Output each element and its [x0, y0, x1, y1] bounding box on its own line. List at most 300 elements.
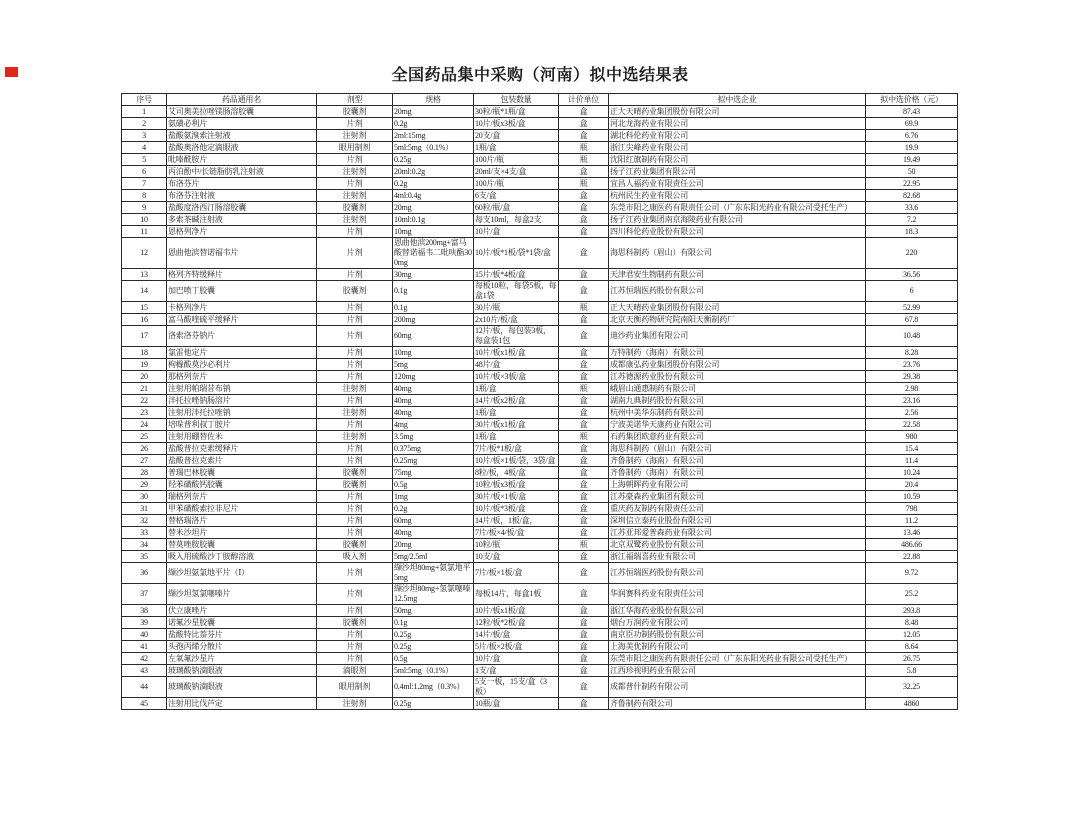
cell-dosage-form: 片剂 [317, 371, 393, 383]
cell-package-qty: 10片/板×3板/盒 [474, 371, 559, 383]
cell-spec: 40mg [393, 407, 474, 419]
cell-company: 峨眉山通惠制药有限公司 [609, 383, 866, 395]
table-row [122, 269, 958, 281]
cell-seq: 7 [122, 178, 167, 190]
cell-pricing-unit: 盒 [559, 371, 609, 383]
cell-price: 5.8 [866, 665, 958, 677]
cell-package-qty: 5片/板×2板/盒 [474, 641, 559, 653]
cell-drug-name: 艾司奥美拉唑镁肠溶胶囊 [167, 106, 317, 118]
cell-dosage-form: 胶囊剂 [317, 617, 393, 629]
cell-price: 29.38 [866, 371, 958, 383]
cell-dosage-form: 片剂 [317, 641, 393, 653]
cell-company: 天津君安生物制药有限公司 [609, 269, 866, 281]
cell-spec: 20mg [393, 202, 474, 214]
cell-package-qty: 15片/板*4板/盒 [474, 269, 559, 281]
cell-spec: 0.2g [393, 118, 474, 130]
cell-package-qty: 1瓶/盒 [474, 431, 559, 443]
cell-pricing-unit: 盒 [559, 527, 609, 539]
cell-price: 36.56 [866, 269, 958, 281]
cell-package-qty: 30片/板x1板/盒 [474, 419, 559, 431]
cell-drug-name: 培哚普利叔丁胺片 [167, 419, 317, 431]
cell-spec: 0.5g [393, 479, 474, 491]
cell-dosage-form: 胶囊剂 [317, 106, 393, 118]
cell-spec: 0.1g [393, 302, 474, 314]
table-row [122, 455, 958, 467]
cell-spec: 缬沙坦80mg+氢氯噻嗪12.5mg [393, 584, 474, 605]
column-header-drug-name: 药品通用名 [167, 94, 317, 106]
cell-drug-name: 富马酸喹硫平缓释片 [167, 314, 317, 326]
cell-company: 齐鲁制药有限公司 [609, 698, 866, 710]
cell-company: 江苏德源药业股份有限公司 [609, 371, 866, 383]
cell-price: 7.2 [866, 214, 958, 226]
cell-price: 87.43 [866, 106, 958, 118]
cell-spec: 4mg [393, 419, 474, 431]
cell-drug-name: 头孢丙烯分散片 [167, 641, 317, 653]
cell-price: 22.88 [866, 551, 958, 563]
cell-package-qty: 14片/板，1板/盒， [474, 515, 559, 527]
cell-pricing-unit: 盒 [559, 395, 609, 407]
table-row [122, 202, 958, 214]
cell-company: 正大天晴药业集团股份有限公司 [609, 302, 866, 314]
cell-dosage-form: 片剂 [317, 178, 393, 190]
cell-drug-name: 替格瑞洛片 [167, 515, 317, 527]
cell-package-qty: 12粒/板*2板/盒 [474, 617, 559, 629]
cell-price: 6.76 [866, 130, 958, 142]
cell-dosage-form: 片剂 [317, 314, 393, 326]
cell-pricing-unit: 盒 [559, 226, 609, 238]
table-row [122, 431, 958, 443]
cell-spec: 0.25g [393, 154, 474, 166]
results-table [121, 93, 958, 710]
cell-spec: 50mg [393, 605, 474, 617]
cell-spec: 4ml:0.4g [393, 190, 474, 202]
cell-pricing-unit: 盒 [559, 443, 609, 455]
cell-package-qty: 每支10ml，每盒2支 [474, 214, 559, 226]
table-row [122, 190, 958, 202]
cell-package-qty: 7片/板×4/板/盒 [474, 527, 559, 539]
cell-spec: 5ml:5mg（0.1%） [393, 142, 474, 154]
cell-pricing-unit: 盒 [559, 551, 609, 563]
cell-package-qty: 1支/盒 [474, 665, 559, 677]
cell-drug-name: 吸入用硫酸沙丁胺醇溶液 [167, 551, 317, 563]
cell-drug-name: 盐酸特比萘芬片 [167, 629, 317, 641]
table-row [122, 281, 958, 302]
cell-price: 11.2 [866, 515, 958, 527]
cell-drug-name: 盐酸氨溴索注射液 [167, 130, 317, 142]
cell-company: 深圳信立泰药业股份有限公司 [609, 515, 866, 527]
cell-seq: 13 [122, 269, 167, 281]
cell-drug-name: 布洛芬片 [167, 178, 317, 190]
cell-pricing-unit: 盒 [559, 605, 609, 617]
cell-seq: 16 [122, 314, 167, 326]
cell-company: 东莞市阳之康医药有限责任公司（广东东阳光药业有限公司受托生产） [609, 202, 866, 214]
table-row [122, 653, 958, 665]
cell-dosage-form: 片剂 [317, 395, 393, 407]
cell-pricing-unit: 瓶 [559, 431, 609, 443]
cell-company: 海思科制药（眉山）有限公司 [609, 443, 866, 455]
cell-pricing-unit: 盒 [559, 347, 609, 359]
cell-spec: 120mg [393, 371, 474, 383]
cell-seq: 37 [122, 584, 167, 605]
cell-dosage-form: 注射剂 [317, 698, 393, 710]
cell-pricing-unit: 盒 [559, 419, 609, 431]
cell-company: 沈阳红旗制药有限公司 [609, 154, 866, 166]
cell-package-qty: 10片/板x1板/盒 [474, 605, 559, 617]
cell-spec: 0.25g [393, 641, 474, 653]
cell-pricing-unit: 盒 [559, 467, 609, 479]
cell-drug-name: 洛索洛芬钠片 [167, 326, 317, 347]
table-row [122, 665, 958, 677]
cell-spec: 10ml:0.1g [393, 214, 474, 226]
cell-dosage-form: 片剂 [317, 515, 393, 527]
cell-dosage-form: 吸入剂 [317, 551, 393, 563]
cell-seq: 27 [122, 455, 167, 467]
cell-drug-name: 吡嗪酰胺片 [167, 154, 317, 166]
cell-package-qty: 10片/板x1板/盒 [474, 347, 559, 359]
cell-pricing-unit: 盒 [559, 214, 609, 226]
red-scan-marker [5, 67, 18, 77]
cell-package-qty: 10片/板*3板/盒 [474, 503, 559, 515]
cell-company: 华润赛科药业有限责任公司 [609, 584, 866, 605]
cell-price: 486.66 [866, 539, 958, 551]
cell-seq: 14 [122, 281, 167, 302]
cell-pricing-unit: 盒 [559, 584, 609, 605]
cell-dosage-form: 胶囊剂 [317, 281, 393, 302]
cell-seq: 12 [122, 238, 167, 269]
cell-drug-name: 盐酸普拉克索片 [167, 455, 317, 467]
cell-spec: 30mg [393, 269, 474, 281]
table-row [122, 178, 958, 190]
cell-pricing-unit: 盒 [559, 617, 609, 629]
cell-dosage-form: 片剂 [317, 563, 393, 584]
cell-spec: 缬沙坦80mg+氨氯地平5mg [393, 563, 474, 584]
cell-price: 50 [866, 166, 958, 178]
cell-drug-name: 布洛芬注射液 [167, 190, 317, 202]
cell-price: 22.58 [866, 419, 958, 431]
cell-dosage-form: 胶囊剂 [317, 467, 393, 479]
cell-dosage-form: 片剂 [317, 527, 393, 539]
cell-seq: 9 [122, 202, 167, 214]
table-row [122, 238, 958, 269]
cell-dosage-form: 注射剂 [317, 214, 393, 226]
cell-pricing-unit: 瓶 [559, 154, 609, 166]
cell-package-qty: 30片/板×1板/盒 [474, 491, 559, 503]
cell-pricing-unit: 盒 [559, 202, 609, 214]
table-row [122, 515, 958, 527]
table-row [122, 118, 958, 130]
cell-drug-name: 羟苯磺酸钙胶囊 [167, 479, 317, 491]
cell-pricing-unit: 盒 [559, 563, 609, 584]
table-row [122, 407, 958, 419]
cell-package-qty: 10片/板*1板/袋*1袋/盒 [474, 238, 559, 269]
cell-seq: 28 [122, 467, 167, 479]
cell-pricing-unit: 瓶 [559, 302, 609, 314]
cell-pricing-unit: 盒 [559, 455, 609, 467]
cell-seq: 34 [122, 539, 167, 551]
cell-price: 52.99 [866, 302, 958, 314]
column-header-price: 拟中选价格（元） [866, 94, 958, 106]
cell-seq: 45 [122, 698, 167, 710]
cell-price: 2.56 [866, 407, 958, 419]
cell-package-qty: 100片/瓶 [474, 154, 559, 166]
cell-drug-name: 注射用帕瑞昔布钠 [167, 383, 317, 395]
cell-company: 河北龙海药业有限公司 [609, 118, 866, 130]
cell-spec: 20mg [393, 539, 474, 551]
table-row [122, 698, 958, 710]
cell-seq: 21 [122, 383, 167, 395]
cell-drug-name: 加巴喷丁胶囊 [167, 281, 317, 302]
cell-spec: 20ml:0.2g [393, 166, 474, 178]
cell-seq: 39 [122, 617, 167, 629]
cell-company: 上海朝晖药业有限公司 [609, 479, 866, 491]
page-title: 全国药品集中采购（河南）拟中选结果表 [391, 67, 689, 84]
cell-pricing-unit: 盒 [559, 629, 609, 641]
table-row [122, 491, 958, 503]
cell-package-qty: 20ml/支×4支/盒 [474, 166, 559, 178]
cell-price: 19.9 [866, 142, 958, 154]
cell-company: 北京双鹭药业股份有限公司 [609, 539, 866, 551]
cell-pricing-unit: 盒 [559, 698, 609, 710]
cell-company: 齐鲁制药（海南）有限公司 [609, 467, 866, 479]
cell-company: 万特制药（海南）有限公司 [609, 347, 866, 359]
table-row [122, 503, 958, 515]
cell-price: 32.25 [866, 677, 958, 698]
cell-seq: 38 [122, 605, 167, 617]
cell-spec: 0.375mg [393, 443, 474, 455]
cell-seq: 8 [122, 190, 167, 202]
cell-seq: 30 [122, 491, 167, 503]
cell-dosage-form: 眼用制剂 [317, 677, 393, 698]
cell-package-qty: 8粒/板，4板/盒 [474, 467, 559, 479]
cell-package-qty: 6支/盒 [474, 190, 559, 202]
cell-company: 重庆药友制药有限责任公司 [609, 503, 866, 515]
table-row [122, 166, 958, 178]
cell-drug-name: 左氧氟沙星片 [167, 653, 317, 665]
cell-price: 10.24 [866, 467, 958, 479]
cell-price: 9.72 [866, 563, 958, 584]
cell-package-qty: 7片/板×1板/盒 [474, 563, 559, 584]
cell-seq: 43 [122, 665, 167, 677]
cell-drug-name: 泮托拉唑钠肠溶片 [167, 395, 317, 407]
cell-seq: 2 [122, 118, 167, 130]
cell-pricing-unit: 盒 [559, 479, 609, 491]
cell-company: 齐鲁制药（海南）有限公司 [609, 455, 866, 467]
cell-dosage-form: 片剂 [317, 629, 393, 641]
cell-price: 23.16 [866, 395, 958, 407]
cell-drug-name: 丙泊酚中/长链脂肪乳注射液 [167, 166, 317, 178]
cell-dosage-form: 片剂 [317, 226, 393, 238]
cell-spec: 40mg [393, 527, 474, 539]
table-row [122, 326, 958, 347]
cell-spec: 1mg [393, 491, 474, 503]
cell-drug-name: 注射用硼替佐米 [167, 431, 317, 443]
cell-seq: 31 [122, 503, 167, 515]
cell-price: 293.8 [866, 605, 958, 617]
table-row [122, 383, 958, 395]
cell-spec: 0.25g [393, 629, 474, 641]
cell-pricing-unit: 盒 [559, 166, 609, 178]
cell-spec: 2ml:15mg [393, 130, 474, 142]
cell-drug-name: 卡格列净片 [167, 302, 317, 314]
cell-seq: 41 [122, 641, 167, 653]
cell-drug-name: 盐酸奥洛他定滴眼液 [167, 142, 317, 154]
cell-price: 980 [866, 431, 958, 443]
cell-company: 湖北科伦药业有限公司 [609, 130, 866, 142]
cell-seq: 24 [122, 419, 167, 431]
cell-seq: 23 [122, 407, 167, 419]
cell-spec: 40mg [393, 383, 474, 395]
cell-spec: 60mg [393, 515, 474, 527]
table-row [122, 142, 958, 154]
cell-drug-name: 枸橼酸莫沙必利片 [167, 359, 317, 371]
cell-spec: 0.25mg [393, 455, 474, 467]
cell-drug-name: 普瑞巴林胶囊 [167, 467, 317, 479]
cell-package-qty: 30粒/瓶*1瓶/盒 [474, 106, 559, 118]
cell-price: 8.28 [866, 347, 958, 359]
cell-seq: 6 [122, 166, 167, 178]
cell-seq: 15 [122, 302, 167, 314]
table-row [122, 347, 958, 359]
cell-drug-name: 缬沙坦氨氯地平片（Ⅰ） [167, 563, 317, 584]
cell-package-qty: 100片/瓶 [474, 178, 559, 190]
cell-price: 12.05 [866, 629, 958, 641]
cell-company: 北京天衡药物研究院南阳天衡制药厂 [609, 314, 866, 326]
table-row [122, 677, 958, 698]
cell-company: 上海美优制药有限公司 [609, 641, 866, 653]
cell-spec: 5mg [393, 359, 474, 371]
table-row [122, 605, 958, 617]
table-row [122, 527, 958, 539]
column-header-pricing-unit: 计价单位 [559, 94, 609, 106]
cell-dosage-form: 滴眼剂 [317, 665, 393, 677]
cell-price: 67.8 [866, 314, 958, 326]
cell-package-qty: 1瓶/盒 [474, 407, 559, 419]
cell-dosage-form: 注射剂 [317, 407, 393, 419]
cell-pricing-unit: 盒 [559, 653, 609, 665]
cell-company: 江苏恒瑞医药股份有限公司 [609, 281, 866, 302]
cell-package-qty: 60粒/瓶/盒 [474, 202, 559, 214]
cell-price: 6 [866, 281, 958, 302]
cell-price: 2.98 [866, 383, 958, 395]
cell-spec: 0.2g [393, 503, 474, 515]
cell-company: 南京臣功制药股份有限公司 [609, 629, 866, 641]
table-row [122, 563, 958, 584]
cell-drug-name: 玻璃酸钠滴眼液 [167, 665, 317, 677]
cell-package-qty: 10粒/板x3板/盒 [474, 479, 559, 491]
table-row [122, 371, 958, 383]
cell-company: 杭州民生药业有限公司 [609, 190, 866, 202]
cell-dosage-form: 片剂 [317, 419, 393, 431]
cell-pricing-unit: 盒 [559, 281, 609, 302]
cell-package-qty: 2x10片/板/盒 [474, 314, 559, 326]
cell-dosage-form: 注射剂 [317, 431, 393, 443]
cell-company: 四川科伦药业股份有限公司 [609, 226, 866, 238]
cell-dosage-form: 注射剂 [317, 130, 393, 142]
cell-drug-name: 盐酸度洛西汀肠溶胶囊 [167, 202, 317, 214]
cell-pricing-unit: 盒 [559, 269, 609, 281]
cell-company: 浙江尖峰药业有限公司 [609, 142, 866, 154]
table-header-row [122, 94, 958, 106]
table-row [122, 617, 958, 629]
table-row [122, 629, 958, 641]
cell-price: 4860 [866, 698, 958, 710]
cell-seq: 35 [122, 551, 167, 563]
cell-package-qty: 10支/盒 [474, 551, 559, 563]
cell-seq: 4 [122, 142, 167, 154]
cell-package-qty: 10瓶/盒 [474, 698, 559, 710]
cell-company: 宜昌人福药业有限责任公司 [609, 178, 866, 190]
cell-pricing-unit: 盒 [559, 359, 609, 371]
cell-pricing-unit: 瓶 [559, 383, 609, 395]
cell-pricing-unit: 盒 [559, 314, 609, 326]
cell-seq: 18 [122, 347, 167, 359]
cell-seq: 42 [122, 653, 167, 665]
cell-drug-name: 缬沙坦氢氯噻嗪片 [167, 584, 317, 605]
cell-dosage-form: 注射剂 [317, 166, 393, 178]
cell-spec: 0.5g [393, 653, 474, 665]
cell-company: 迪沙药业集团有限公司 [609, 326, 866, 347]
table-row [122, 641, 958, 653]
cell-spec: 20mg [393, 106, 474, 118]
cell-package-qty: 1瓶/盒 [474, 142, 559, 154]
table-row [122, 539, 958, 551]
cell-drug-name: 瑞格列奈片 [167, 491, 317, 503]
table-row [122, 584, 958, 605]
cell-seq: 19 [122, 359, 167, 371]
table-row [122, 479, 958, 491]
cell-dosage-form: 片剂 [317, 118, 393, 130]
cell-pricing-unit: 瓶 [559, 142, 609, 154]
cell-seq: 5 [122, 154, 167, 166]
cell-drug-name: 格列齐特缓释片 [167, 269, 317, 281]
cell-price: 11.4 [866, 455, 958, 467]
cell-dosage-form: 片剂 [317, 605, 393, 617]
cell-seq: 29 [122, 479, 167, 491]
cell-pricing-unit: 盒 [559, 106, 609, 118]
cell-drug-name: 注射用泮托拉唑钠 [167, 407, 317, 419]
table-row [122, 359, 958, 371]
cell-seq: 32 [122, 515, 167, 527]
cell-drug-name: 玻璃酸钠滴眼液 [167, 677, 317, 698]
cell-dosage-form: 胶囊剂 [317, 202, 393, 214]
cell-company: 江苏恒瑞医药股份有限公司 [609, 563, 866, 584]
cell-company: 石药集团欧意药业有限公司 [609, 431, 866, 443]
cell-spec: 5ml:5mg（0.1%） [393, 665, 474, 677]
cell-company: 江苏亚邦爱普森药业有限公司 [609, 527, 866, 539]
cell-dosage-form: 片剂 [317, 455, 393, 467]
cell-seq: 44 [122, 677, 167, 698]
cell-price: 220 [866, 238, 958, 269]
cell-company: 东莞市阳之康医药有限责任公司（广东东阳光药业有限公司受托生产） [609, 653, 866, 665]
cell-dosage-form: 注射剂 [317, 190, 393, 202]
cell-pricing-unit: 盒 [559, 190, 609, 202]
cell-drug-name: 诺氟沙星胶囊 [167, 617, 317, 629]
table-row [122, 395, 958, 407]
cell-package-qty: 每板14片，每盒1板 [474, 584, 559, 605]
cell-seq: 22 [122, 395, 167, 407]
cell-package-qty: 12片/板，每包装3板，每盒装1包 [474, 326, 559, 347]
cell-package-qty: 20支/盒 [474, 130, 559, 142]
table-row [122, 443, 958, 455]
cell-dosage-form: 片剂 [317, 359, 393, 371]
cell-dosage-form: 片剂 [317, 443, 393, 455]
cell-dosage-form: 注射剂 [317, 383, 393, 395]
cell-pricing-unit: 盒 [559, 238, 609, 269]
cell-drug-name: 恩格列净片 [167, 226, 317, 238]
table-row [122, 214, 958, 226]
table-row [122, 551, 958, 563]
cell-drug-name: 替莫唑胺胶囊 [167, 539, 317, 551]
